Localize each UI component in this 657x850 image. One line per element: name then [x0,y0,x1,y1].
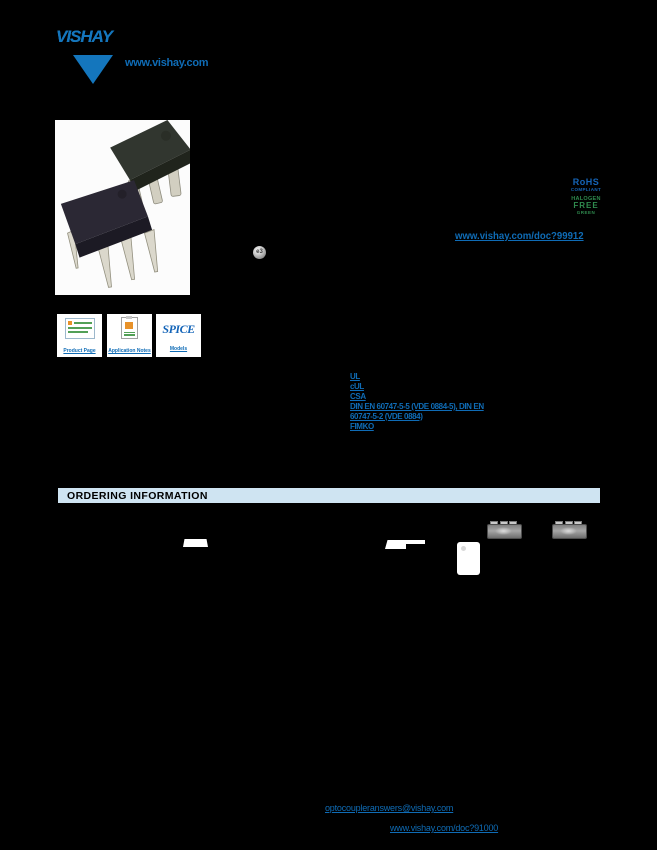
dip-pin1-dimple [461,546,466,551]
dip-package-side-view [385,540,406,549]
dip-package-side-lead [406,540,425,544]
product-photo [55,120,190,295]
smd-package-top-view-1 [487,521,520,538]
footer-disclaimer-doc-link[interactable]: www.vishay.com/doc?91000 [390,823,499,833]
product-page-tool[interactable] [57,314,102,357]
vishay-logo-wordmark: VISHAY [56,27,126,47]
lead-free-e3-icon: e3 [253,246,266,259]
halogen-badge-line3: GREEN [576,210,596,215]
product-page-label[interactable]: Product Page [63,348,96,354]
ordering-information-title: ORDERING INFORMATION [67,489,208,502]
approval-link-csa[interactable]: CSA [350,392,366,401]
spice-icon: SPICE [162,322,195,336]
approval-link-fimko[interactable]: FIMKO [350,422,374,431]
application-notes-label[interactable]: Application Notes [108,348,151,354]
halogen-free-badge [569,196,603,216]
ordering-information-header [55,487,601,504]
vishay-site-link[interactable]: www.vishay.com [125,57,209,69]
compliance-doc-link[interactable]: www.vishay.com/doc?99912 [455,231,584,242]
agency-approvals-list [350,372,490,432]
approval-link-cul[interactable]: cUL [350,382,364,391]
rohs-compliant-badge [567,178,605,193]
application-notes-icon [121,317,138,339]
approval-link-ul[interactable]: UL [350,372,360,381]
rohs-badge-subtitle: COMPLIANT [570,187,602,192]
optocoupler-packages-image [55,120,190,295]
product-page-icon [65,318,95,339]
footer-contact-email-link[interactable]: optocoupleranswers@vishay.com [325,803,454,813]
dip-package-top-view [457,542,480,575]
smd-package-top-view-2 [552,521,585,538]
spice-models-tool[interactable] [156,314,201,357]
spice-models-label[interactable]: Models [169,346,188,352]
smd-package-side-view [183,539,208,547]
application-notes-tool[interactable] [107,314,152,357]
vishay-logo-triangle-icon [73,55,113,84]
approval-link-vde[interactable]: DIN EN 60747-5-5 (VDE 0884-5), DIN EN 60747-5-2 (VDE 0884) [350,402,484,421]
halogen-badge-line1: HALOGEN [571,196,601,202]
rohs-badge-title: RoHS [572,177,600,187]
halogen-badge-line2: FREE [573,201,599,210]
